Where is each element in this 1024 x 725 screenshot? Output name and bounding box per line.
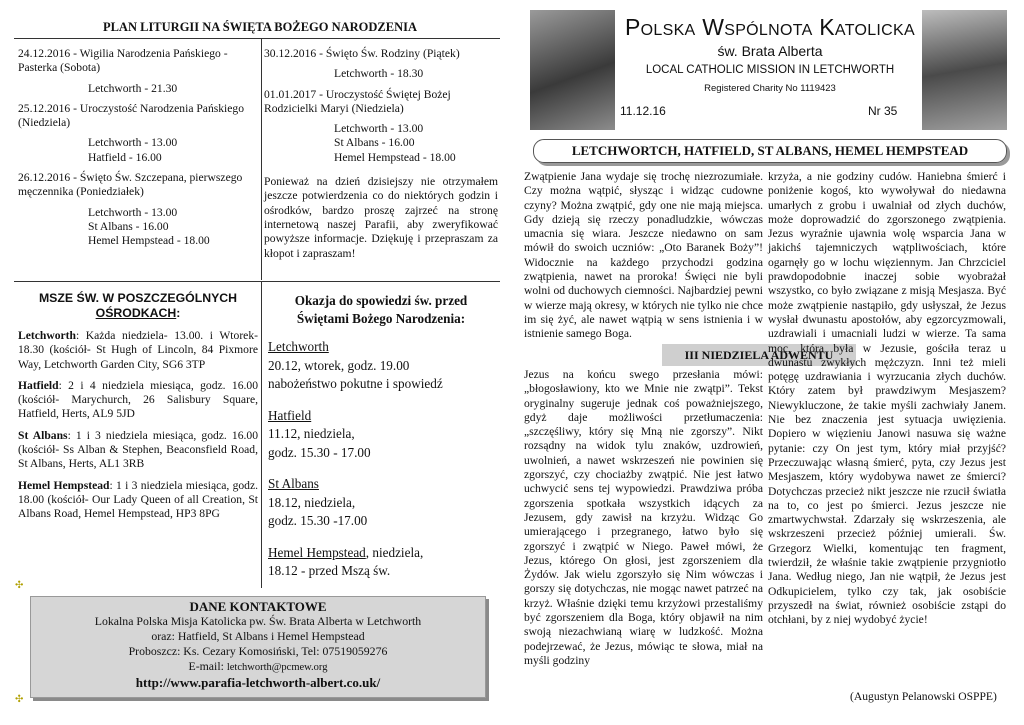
contact-website-link[interactable]: http://www.parafia-letchworth-albert.co.uk/	[135, 675, 381, 690]
plan-entry-time: Letchworth - 21.30	[88, 81, 178, 95]
msze-place: St Albans	[18, 428, 68, 442]
plan-entry-head: 26.12.2016 - Święto Św. Szczepana, pierwszego męczennika (Poniedziałek)	[18, 171, 243, 199]
spowiedz-place: Hemel Hempstead	[268, 544, 366, 560]
christ-portrait-image	[922, 10, 1007, 130]
contact-email-link[interactable]: letchworth@pcmew.org	[226, 662, 328, 673]
spowiedz-line: godz. 15.30 - 17.00	[268, 444, 371, 460]
spowiedz-item	[268, 475, 494, 531]
st-albert-portrait-image	[530, 10, 615, 130]
msze-text: : 1 i 3 niedziela miesiąca, godz. 18.00 (kościół- Our Lady Queen of all Creation, St Albans Road, Hemel Hempstead, HP3 8PG	[18, 478, 259, 521]
contact-line: Proboszcz: Ks. Cezary Komosiński, Tel: 07519059276	[128, 644, 388, 658]
page-subtitle: św. Brata Alberta	[717, 43, 823, 59]
locations-banner: LETCHWORTCH, HATFIELD, ST ALBANS, HEMEL HEMPSTEAD	[533, 139, 1007, 163]
spowiedz-section	[268, 292, 494, 581]
plan-title: PLAN LITURGII NA ŚWIĘTA BOŻEGO NARODZENIA	[102, 20, 418, 34]
plan-entry-time: Letchworth - 18.30	[334, 67, 424, 81]
spowiedz-item	[268, 407, 494, 463]
msze-title-colon: :	[176, 306, 181, 320]
msze-section	[18, 291, 258, 522]
contact-line: oraz: Hatfield, St Albans i Hemel Hempstead	[151, 629, 365, 643]
plan-entry-time: Letchworth - 13.00	[88, 205, 178, 219]
msze-item	[18, 429, 258, 472]
msze-place: Hemel Hempstead	[18, 478, 110, 492]
msze-item	[18, 329, 258, 372]
mission-name: LOCAL CATHOLIC MISSION IN LETCHWORTH	[645, 64, 895, 76]
spowiedz-item	[268, 338, 494, 394]
contact-line: Lokalna Polska Misja Katolicka pw. Św. Brata Alberta w Letchworth	[94, 614, 422, 628]
msze-item	[18, 479, 258, 522]
issue-number: Nr 35	[868, 104, 898, 118]
spowiedz-place: Hatfield	[268, 407, 312, 423]
article-col2: krzyża, a nie godziny cudów. Haniebna śmierć i poniżenie kogoś, kto wywoływał do niedawna umarłych z grobu i uwalniał od złych duchów, może doprowadzić do zgorszonego zwątpienia. Jezus wyraźnie ujawnia wolę wsparcia Jana w jakichś tajemniczych wątpliwościach, które ogarnęły go w lochu więziennym. Jan Chrzciciel prawdopodobnie inaczej sobie wyobrażał wszystko, co było związane z misją Mesjasza. Być może zwątpienie nastąpiło, gdy usłyszał, że Jezus wysłał dwunastu apostołów, aby egzorcyzmowali, uzdrawiali i umacniali ludzi w wierze. Ta sama moc, która była w Jezusie, gościła teraz u dwunastu zwykłych mężczyzn. Inni też mieli potęgę uzdrawiania i wyrzucania złych duchów. Który zatem był prawdziwym Mesjaszem? Niewykluczone, że takie myśli zachwiały Janem. Nie bez znaczenia jest sytuacja uwięzienia. Dopiero w więzieniu Janowi nasuwa się ważne pytanie: czy On jest tym, który miał przyjść? Przeczuwając własną śmierć, pyta, czy Jezus jest Mesjaszem, który wydobywa nawet ze śmierci? Dotychczas przecież nikt jeszcze nie rzucił światła na to, co jest po śmierci. Jezus jeszcze nie zmartwychwstał. Zdarzały się wskrzeszenia, ale wskrzeszeni przecież później umierali. Św. Grzegorz Wielki, komentując ten fragment, twierdził, że właśnie takie zwątpienie przygniotło Jana. Według niego, Jan nie wątpił, że Jezus jest Odkupicielem, tylko czy tak, jak osobiście przyszedł na świat, również osobiście zstąpi do otchłani, by z niej wydobyć życie!	[768, 170, 1006, 627]
spowiedz-item	[268, 544, 494, 581]
plan-entry-time: Hemel Hempstead - 18.00	[334, 150, 456, 164]
msze-title	[18, 291, 258, 321]
adwent-heading: III NIEDZIELA ADWENTU	[662, 344, 856, 366]
spowiedz-after: , niedziela,	[365, 544, 424, 560]
msze-text: : 2 i 4 niedziela miesiąca, godz. 16.00 (kościół- Marychurch, 26 Salisbury Square, Hatfield, Herts, AL9 5JD	[18, 378, 258, 421]
msze-list	[18, 329, 258, 522]
plan-divider	[261, 38, 262, 280]
spowiedz-title: Okazja do spowiedzi św. przed Świętami Bożego Narodzenia:	[294, 293, 468, 326]
plan-entry-head: 01.01.2017 - Uroczystość Świętej Bożej Rodzicielki Maryi (Niedziela)	[264, 87, 451, 115]
star-ornament-icon: ✣	[15, 694, 24, 705]
spowiedz-line: 18.12 - przed Mszą św.	[268, 563, 391, 578]
contact-email-row	[31, 659, 485, 675]
article-col1-top: Zwątpienie Jana wydaje się trochę niezrozumiałe. Czy można wątpić, słysząc i widząc cudowne czyny? Można zwątpić, gdy one nie mają miejsca. Gdy dzieją się rzeczy ponadludzkie, wówczas umacnia się wiara. Jeszcze niedawno on sam mówił do swoich uczniów: „Oto Baranek Boży”! Widocznie na każdego przychodzi godzina zwątpienia, nawet na proroka! Święci nie byli wolni od duchowych ciemności. Najbardziej pewni w wierze mają okresy, w których nie tylko nie chce im się żyć, ale nawet wątpią w sens istnienia i w istnienie samego Boga.	[524, 170, 763, 341]
msze-title-line2: OŚRODKACH	[95, 306, 177, 320]
plan-entry-time: Hatfield - 16.00	[88, 150, 162, 164]
contact-email-label: E-mail:	[188, 659, 227, 673]
msze-place: Letchworth	[18, 329, 76, 342]
spowiedz-place: Letchworth	[268, 339, 329, 354]
issue-date: 11.12.16	[620, 104, 666, 118]
lower-divider	[261, 282, 262, 588]
plan-entry-head: 25.12.2016 - Uroczystość Narodzenia Pańskiego (Niedziela)	[18, 101, 245, 130]
spowiedz-line: nabożeństwo pokutne i spowiedź	[268, 376, 443, 391]
plan-note: Ponieważ na dzień dzisiejszy nie otrzymałem jeszcze potwierdzenia co do niektórych godzin i ośrodków, bardzo proszę zajrzeć na stronę internetową naszej Parafii, aby zweryfikować powyższe informacje. Dziękuję i przepraszam za kłopot i zapraszam!	[264, 175, 498, 260]
plan-column-right	[264, 47, 498, 261]
article-col1-bottom: Jezus na końcu swego przesłania mówi: „błogosławiony, kto we Mnie nie zwątpi”. Tekst oryginalny sugeruje jednak coś poważniejszego, gdyż daje możliwości przetłumaczenia: „szczęśliwy, który się Mną nie zgorszy”. Nikt rozsądny na widok tylu znaków, uzdrowień, uwolnień, a nawet wskrzeszeń nie powinien się zgorszyć, czy chociażby zwątpić. Nie jest łatwo uchwycić sens tej wypowiedzi. Prawdziwa próba zgorszenia spotkała wszystkich idących za Jezusem, gdy zawisł na krzyżu. Widząc Go umierającego i przegranego, łatwo było się zgorszyć i zwątpić w Niego. Paweł mówi, że Jezus, którego On głosi, jest zgorszeniem dla Żydów. Jak wielu zgorszyło się Nim wówczas i gorszy się dotychczas, nie mogąc nawet patrzeć na krzyż. Właśnie dzięki temu krzyżowi przestaliśmy być zgorszeniem dla Boga, który objawił na nim swoją niezachwianą wiarę w ludzkość. Można podejrzewać, że Jezus, mówiąc te słowa, miał na myśli godziny	[524, 368, 763, 667]
contact-title: DANE KONTAKTOWE	[189, 599, 327, 614]
plan-entry-head: 30.12.2016 - Święto Św. Rodziny (Piątek)	[264, 47, 460, 60]
spowiedz-line: 11.12, niedziela,	[268, 426, 355, 441]
plan-entry-time: Letchworth - 13.00	[334, 122, 424, 136]
article-author: (Augustyn Pelanowski OSPPE)	[850, 690, 997, 703]
msze-title-line1: MSZE ŚW. W POSZCZEGÓLNYCH	[38, 291, 238, 305]
spowiedz-place: St Albans	[268, 476, 319, 491]
contact-box	[30, 596, 486, 698]
plan-entry-time: St Albans - 16.00	[88, 219, 169, 233]
page-title: Polska Wspólnota Katolicka	[625, 14, 915, 40]
plan-entry-time: St Albans - 16.00	[334, 136, 415, 150]
charity-number: Registered Charity No 1119423	[704, 83, 836, 94]
msze-place: Hatfield	[18, 378, 59, 392]
msze-text: : Każda niedziela- 13.00. i Wtorek- 18.30 (kościół- St Hugh of Lincoln, 84 Pixmore Way, Letchworth Garden City, SG6 3TP	[18, 329, 258, 371]
msze-item	[18, 379, 258, 422]
plan-column-left	[18, 47, 258, 249]
spowiedz-line: 18.12, niedziela,	[268, 494, 356, 510]
plan-entry-time: Letchworth - 13.00	[88, 136, 178, 150]
plan-entry-time: Hemel Hempstead - 18.00	[88, 234, 210, 248]
spowiedz-line: 20.12, wtorek, godz. 19.00	[268, 357, 410, 373]
star-ornament-icon: ✣	[15, 580, 24, 591]
plan-entry-head: 24.12.2016 - Wigilia Narodzenia Pańskiego - Pasterka (Sobota)	[18, 47, 228, 75]
msze-text: : 1 i 3 niedziela miesiąca, godz. 16.00 (kościół- Ss Alban & Stephen, Beaconsfield Road, St Albans, Herts, AL1 3RB	[18, 428, 259, 471]
spowiedz-list	[268, 338, 494, 581]
spowiedz-line: godz. 15.30 -17.00	[268, 513, 368, 528]
